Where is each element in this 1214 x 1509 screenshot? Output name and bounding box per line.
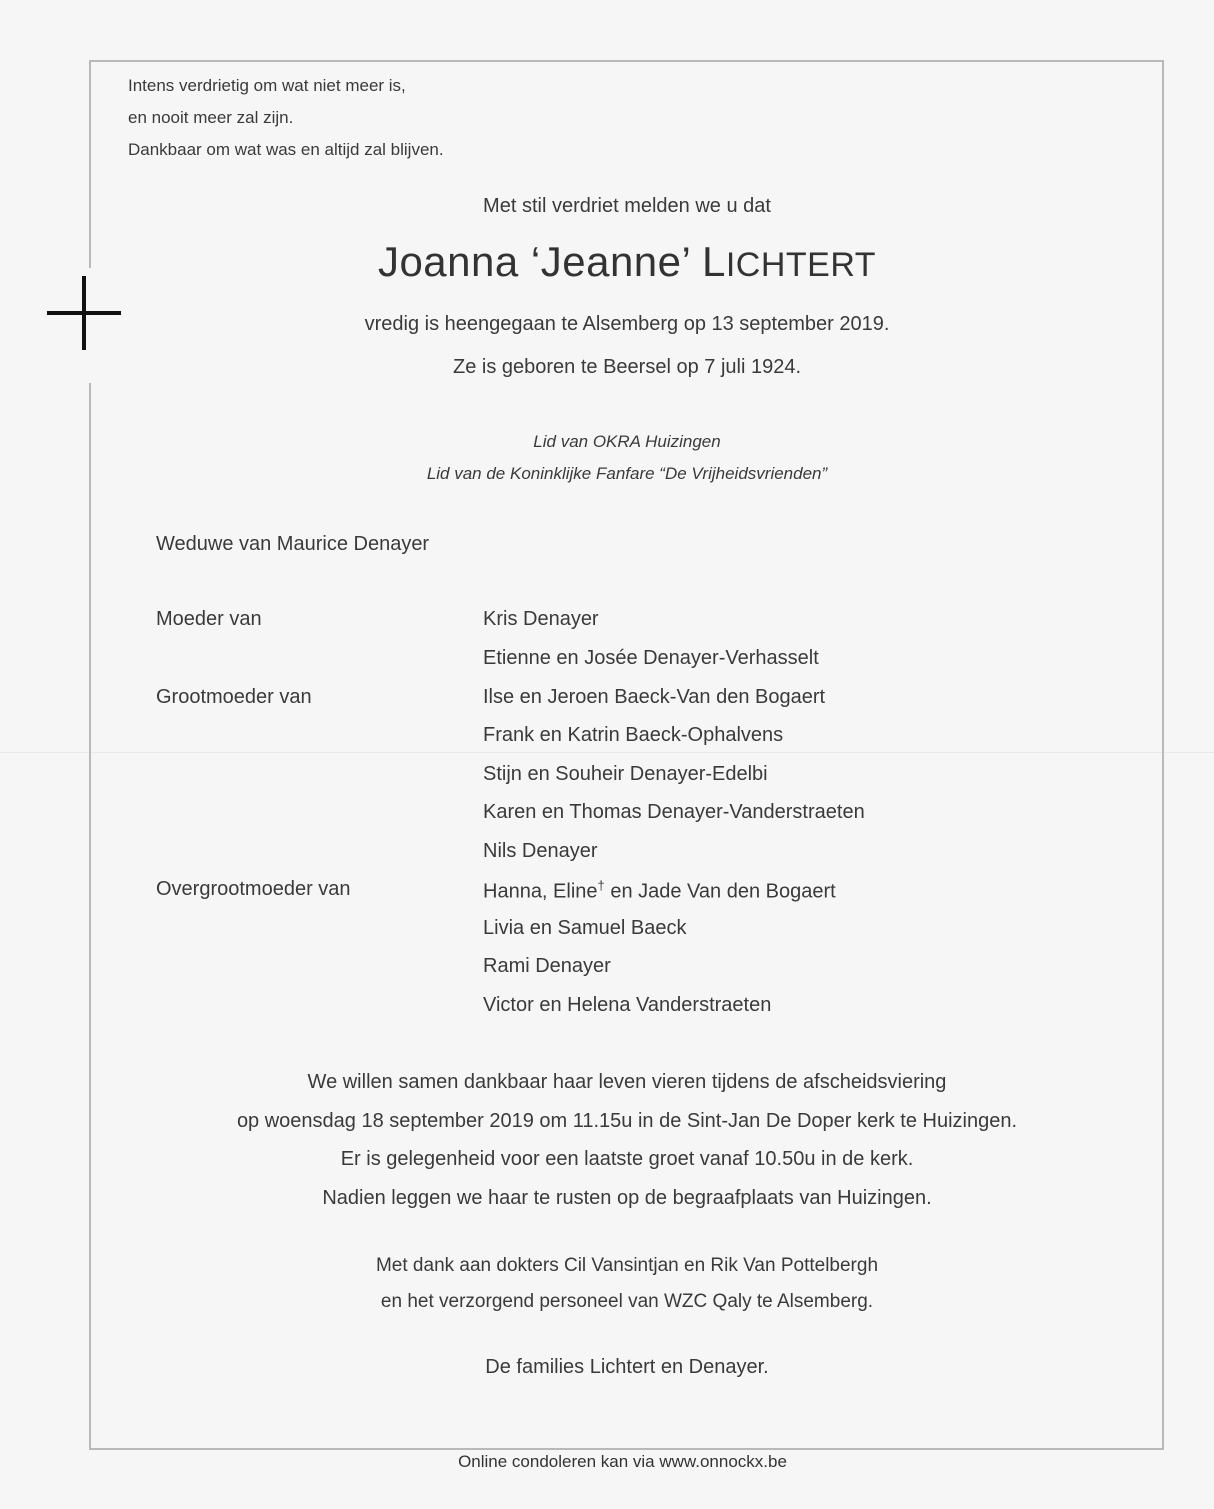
great-grandchild-name: Rami Denayer	[483, 955, 611, 977]
poem-line: Intens verdrietig om wat niet meer is,	[128, 76, 406, 95]
child-name: Kris Denayer	[483, 608, 599, 630]
ceremony-line: op woensdag 18 september 2019 om 11.15u in de Sint-Jan De Doper kerk te Huizingen.	[236, 1109, 1018, 1132]
membership-line: Lid van de Koninklijke Fanfare “De Vrijheidsvrienden”	[426, 464, 828, 483]
grandchild-name: Karen en Thomas Denayer-Vanderstraeten	[483, 801, 865, 823]
surname-rest: ICHTERT	[725, 246, 877, 284]
great-grandchild-name: Victor en Helena Vanderstraeten	[483, 994, 772, 1016]
families-signature: De families Lichtert en Denayer.	[485, 1356, 769, 1378]
ceremony-line: Nadien leggen we haar te rusten op de begraafplaats van Huizingen.	[322, 1186, 932, 1209]
grandchild-name: Frank en Katrin Baeck-Ophalvens	[483, 724, 784, 746]
child-name: Etienne en Josée Denayer-Verhasselt	[483, 647, 819, 669]
grandmother-label: Grootmoeder van	[156, 686, 312, 708]
ceremony-line: We willen samen dankbaar haar leven vieren tijdens de afscheidsviering	[307, 1071, 947, 1093]
mother-label: Moeder van	[156, 608, 262, 630]
great-grandchild-name: Hanna, Eline† en Jade Van den Bogaert	[483, 878, 836, 903]
deceased-name	[0, 238, 1214, 286]
acknowledgements	[0, 1248, 1214, 1320]
death-notice: vredig is heengegaan te Alsemberg op 13 september 2019.	[364, 313, 890, 335]
ceremony-line: Er is gelegenheid voor een laatste groet vanaf 10.50u in de kerk.	[340, 1148, 914, 1170]
grandchild-name: Nils Denayer	[483, 840, 598, 862]
deceased-mark: †	[597, 878, 605, 893]
great-grandchild-name: Livia en Samuel Baeck	[483, 917, 687, 939]
online-condolence-link[interactable]: Online condoleren kan via www.onnockx.be	[458, 1452, 787, 1471]
great-grandmother-label: Overgrootmoeder van	[156, 878, 351, 900]
opening-poem	[128, 70, 444, 166]
widow-line: Weduwe van Maurice Denayer	[156, 533, 430, 555]
ceremony-details	[0, 1063, 1214, 1217]
thanks-line: Met dank aan dokters Cil Vansintjan en Rik Van Pottelbergh	[375, 1255, 879, 1276]
birth-notice: Ze is geboren te Beersel op 7 juli 1924.	[453, 356, 801, 378]
poem-line: Dankbaar om wat was en altijd zal blijven.	[128, 140, 444, 159]
poem-line: en nooit meer zal zijn.	[128, 108, 294, 127]
first-names: Joanna ‘Jeanne’	[377, 238, 690, 285]
grandchild-name: Stijn en Souheir Denayer-Edelbi	[483, 763, 768, 785]
surname-initial: L	[701, 238, 726, 285]
membership-line: Lid van OKRA Huizingen	[533, 432, 721, 451]
announcement-intro: Met stil verdriet melden we u dat	[483, 195, 771, 217]
grandchild-name: Ilse en Jeroen Baeck-Van den Bogaert	[483, 686, 826, 708]
thanks-line: en het verzorgend personeel van WZC Qaly te Alsemberg.	[380, 1291, 874, 1312]
